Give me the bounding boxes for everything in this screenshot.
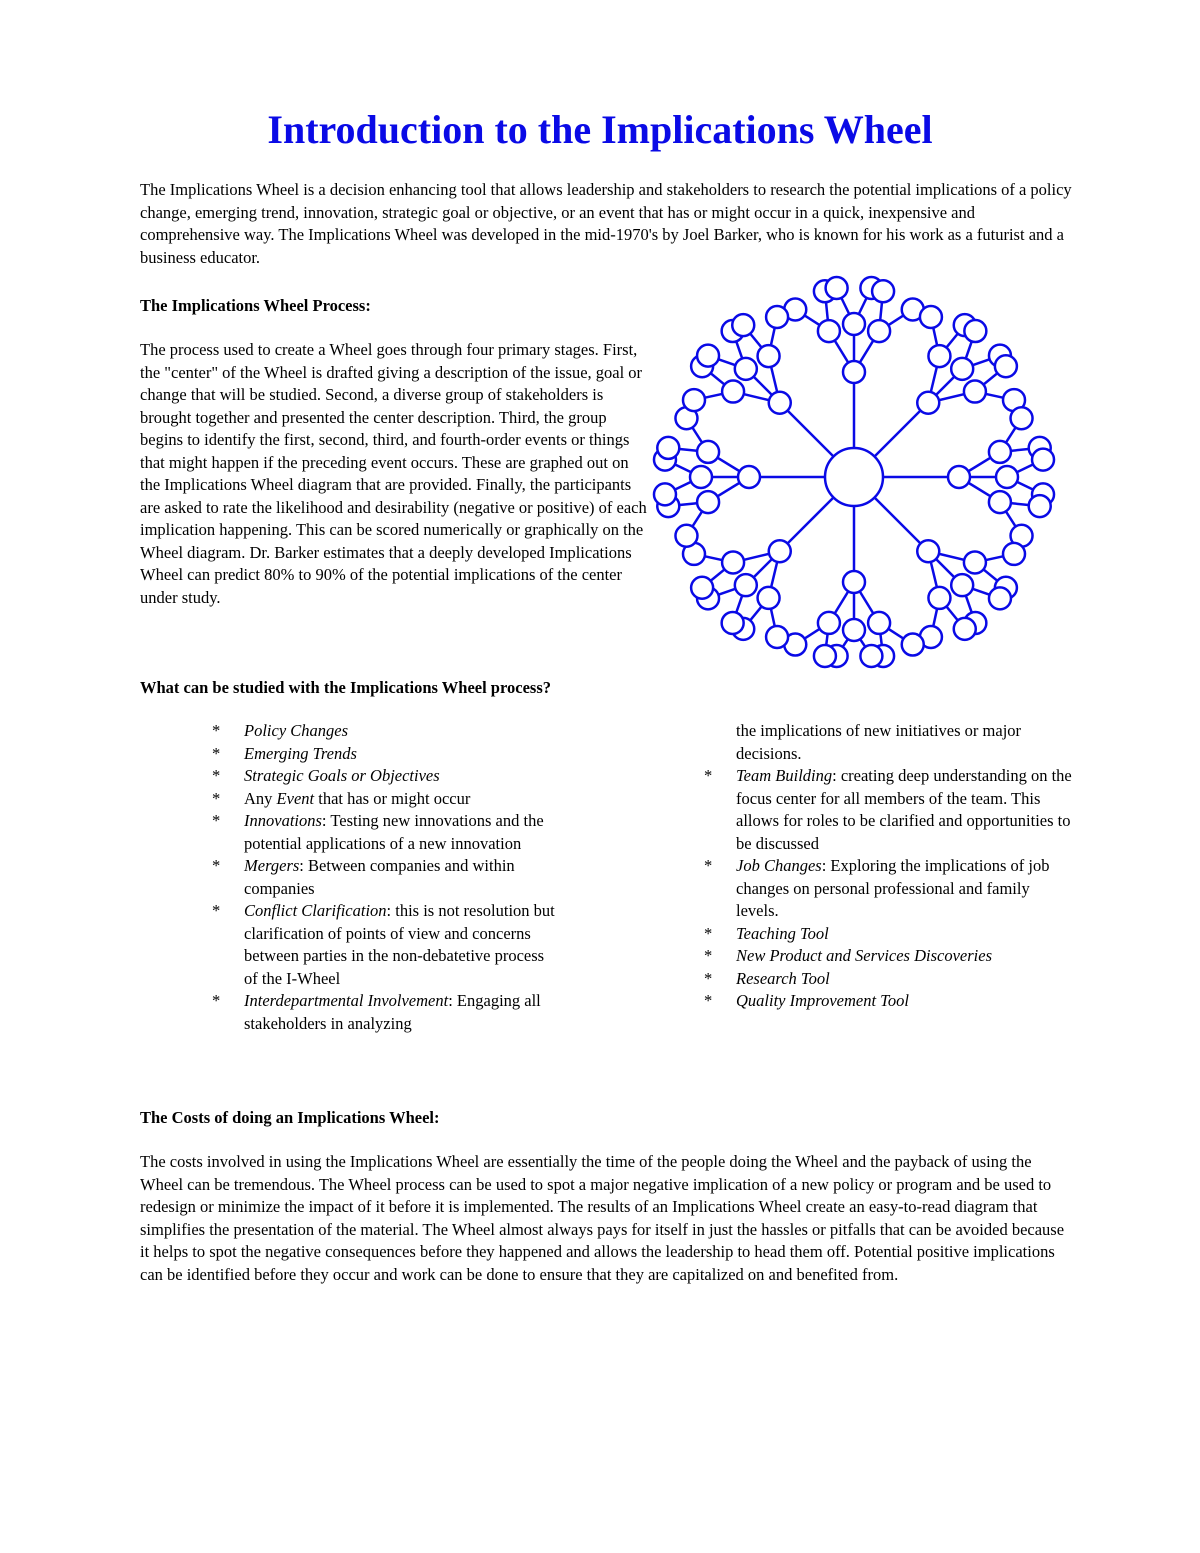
bullet-star-icon: * xyxy=(704,946,713,965)
list-item-description: : creating deep understanding on the focus center for all members of the team. This allows for roles to be clarified and opportunities to be discussed xyxy=(736,766,1072,853)
wheel-second-order-node xyxy=(996,466,1018,488)
list-item-description: : Between companies and within companies xyxy=(244,856,515,898)
list-item-term: Emerging Trends xyxy=(244,743,357,763)
wheel-second-order-node xyxy=(735,574,757,596)
bullet-star-icon: * xyxy=(212,766,221,785)
list-item-term: Teaching Tool xyxy=(736,923,829,943)
bullet-star-icon: * xyxy=(704,968,713,988)
bullet-star-icon: * xyxy=(212,788,221,808)
list-item-term: New Product and Services Discoveries xyxy=(736,946,992,965)
wheel-second-order-node xyxy=(989,441,1011,463)
bullet-star-icon: * xyxy=(212,721,221,740)
list-item xyxy=(140,990,560,1035)
costs-paragraph: The costs involved in using the Implications Wheel are essentially the time of the people doing the Wheel and the payback of using the Wheel can be tremendous. The Wheel process can be used to spot a major negative implication of a new policy or program and be used to redesign or minimize the impact of it before it is implemented. The results of an Implications Wheel create an easy-to-read diagram that simplifies the presentation of the material. The Wheel almost always pays for itself in just the hassles or pitfalls that can be avoided because it helps to spot the negative consequences before they happened and allows the leadership to head them off. Potential positive implications can be identified before they occur and work can be done to ensure that they are capitalized on and benefited from. xyxy=(140,1152,1065,1284)
wheel-first-order-node xyxy=(843,571,865,593)
wheel-third-order-node xyxy=(920,306,942,328)
list-item-term: Job Changes xyxy=(736,856,822,875)
wheel-second-order-node xyxy=(722,551,744,573)
wheel-second-order-node xyxy=(758,345,780,367)
uses-list-right xyxy=(632,720,1072,1013)
bullet-star-icon: * xyxy=(212,901,221,920)
wheel-third-order-node xyxy=(989,587,1011,609)
list-item-term: Team Building xyxy=(736,766,833,785)
list-item xyxy=(140,788,560,811)
list-item-description: : Exploring the implications of job changes on personal professional and family levels. xyxy=(736,856,1050,920)
uses-list-left xyxy=(140,720,560,1035)
list-item xyxy=(632,765,1072,855)
list-item xyxy=(140,900,560,990)
wheel-second-order-node xyxy=(818,320,840,342)
list-item-description: : Engaging all stakeholders in analyzing xyxy=(244,991,541,1033)
wheel-first-order-node xyxy=(738,466,760,488)
list-item-continuation: the implications of new initiatives or major decisions. xyxy=(736,721,1022,763)
wheel-second-order-node xyxy=(843,313,865,335)
list-item-term: Mergers xyxy=(244,856,300,875)
process-paragraph: The process used to create a Wheel goes through four primary stages. First, the "center" of the Wheel is drafted giving a description of the issue, goal or change that will be studied. Second, a diverse group of stakeholders is brought together and presented the center description. Third, the group begins to identify the first, second, third, and fourth-order events or things that might happen if the preceding event occurs. These are graphed out on the Implications Wheel diagram that are provided. Finally, the participants are asked to rate the likelihood and desirability (negative or positive) of each implication happening. This can be scored numerically or graphically on the Wheel diagram. Dr. Barker estimates that a deeply developed Implications Wheel can predict 80% to 90% of the potential implications of the center under study. xyxy=(140,340,647,607)
list-item-term: Strategic Goals or Objectives xyxy=(244,766,440,785)
wheel-third-order-node xyxy=(675,525,697,547)
wheel-third-order-node xyxy=(732,314,754,336)
wheel-center-node xyxy=(825,448,883,506)
wheel-third-order-node xyxy=(683,389,705,411)
wheel-third-order-node xyxy=(1029,495,1051,517)
wheel-second-order-node xyxy=(758,587,780,609)
list-item xyxy=(632,923,1072,946)
wheel-second-order-node xyxy=(989,491,1011,513)
studied-heading: What can be studied with the Implications Wheel process? xyxy=(140,678,552,697)
bullet-star-icon: * xyxy=(212,991,221,1010)
bullet-star-icon: * xyxy=(704,856,713,875)
wheel-third-order-node xyxy=(766,626,788,648)
list-item xyxy=(632,855,1072,923)
wheel-third-order-node xyxy=(722,612,744,634)
wheel-second-order-node xyxy=(735,358,757,380)
intro-paragraph: The Implications Wheel is a decision enhancing tool that allows leadership and stakeholders to research the potential implications of a policy change, emerging trend, innovation, strategic goal or objective, or an event that has or might occur in a quick, inexpensive and comprehensive way. The Implications Wheel was developed in the mid-1970's by Joel Barker, who is known for his work as a futurist and a business educator. xyxy=(140,180,1072,267)
bullet-star-icon: * xyxy=(212,743,221,763)
list-item-term: Quality Improvement Tool xyxy=(736,991,909,1010)
list-item-description: : this is not resolution but clarification of points of view and concerns between parties in the non-debatetive process of the I-Wheel xyxy=(244,901,555,988)
implications-wheel-diagram xyxy=(645,270,1065,670)
list-item-description: that has or might occur xyxy=(314,788,471,808)
wheel-first-order-node xyxy=(769,392,791,414)
list-item-term: Research Tool xyxy=(736,968,830,988)
list-item-term: Interdepartmental Involvement xyxy=(244,991,449,1010)
wheel-third-order-node xyxy=(826,277,848,299)
wheel-third-order-node xyxy=(860,645,882,667)
wheel-second-order-node xyxy=(722,381,744,403)
list-item xyxy=(632,990,1072,1013)
bullet-star-icon: * xyxy=(704,991,713,1010)
bullet-star-icon: * xyxy=(212,811,221,830)
list-item xyxy=(140,720,560,743)
wheel-second-order-node xyxy=(818,612,840,634)
wheel-second-order-node xyxy=(868,612,890,634)
wheel-first-order-node xyxy=(843,361,865,383)
list-item-description: : Testing new innovations and the potential applications of a new innovation xyxy=(244,811,544,853)
wheel-third-order-node xyxy=(964,320,986,342)
wheel-third-order-node xyxy=(691,577,713,599)
bullet-star-icon: * xyxy=(704,923,713,943)
list-item-term: Conflict Clarification xyxy=(244,901,387,920)
wheel-first-order-node xyxy=(917,392,939,414)
wheel-second-order-node xyxy=(928,587,950,609)
wheel-third-order-node xyxy=(902,634,924,656)
process-heading: The Implications Wheel Process: xyxy=(140,296,371,315)
list-item xyxy=(632,945,1072,968)
wheel-first-order-node xyxy=(917,540,939,562)
wheel-first-order-node xyxy=(769,540,791,562)
wheel-third-order-node xyxy=(995,355,1017,377)
wheel-second-order-node xyxy=(697,491,719,513)
wheel-third-order-node xyxy=(1011,407,1033,429)
list-item-term: Event xyxy=(276,788,315,808)
wheel-third-order-node xyxy=(1032,449,1054,471)
wheel-third-order-node xyxy=(814,645,836,667)
list-item xyxy=(632,968,1072,991)
wheel-second-order-node xyxy=(964,551,986,573)
bullet-star-icon: * xyxy=(704,766,713,785)
wheel-second-order-node xyxy=(697,441,719,463)
list-item xyxy=(140,743,560,766)
wheel-third-order-node xyxy=(654,483,676,505)
wheel-third-order-node xyxy=(954,618,976,640)
wheel-second-order-node xyxy=(951,574,973,596)
list-item xyxy=(140,810,560,855)
list-item-term: Policy Changes xyxy=(244,721,349,740)
wheel-second-order-node xyxy=(868,320,890,342)
costs-heading: The Costs of doing an Implications Wheel: xyxy=(140,1108,440,1127)
wheel-third-order-node xyxy=(697,345,719,367)
list-item-term: Innovations xyxy=(244,811,322,830)
list-item-prefix: Any xyxy=(244,788,277,808)
list-item xyxy=(140,765,560,788)
wheel-second-order-node xyxy=(843,619,865,641)
list-item xyxy=(140,855,560,900)
wheel-third-order-node xyxy=(872,280,894,302)
page-title: Introduction to the Implications Wheel xyxy=(267,107,933,152)
wheel-third-order-node xyxy=(1003,543,1025,565)
wheel-second-order-node xyxy=(690,466,712,488)
wheel-second-order-node xyxy=(964,381,986,403)
bullet-star-icon: * xyxy=(212,856,221,875)
wheel-second-order-node xyxy=(928,345,950,367)
wheel-first-order-node xyxy=(948,466,970,488)
wheel-third-order-node xyxy=(766,306,788,328)
wheel-second-order-node xyxy=(951,358,973,380)
wheel-third-order-node xyxy=(657,437,679,459)
